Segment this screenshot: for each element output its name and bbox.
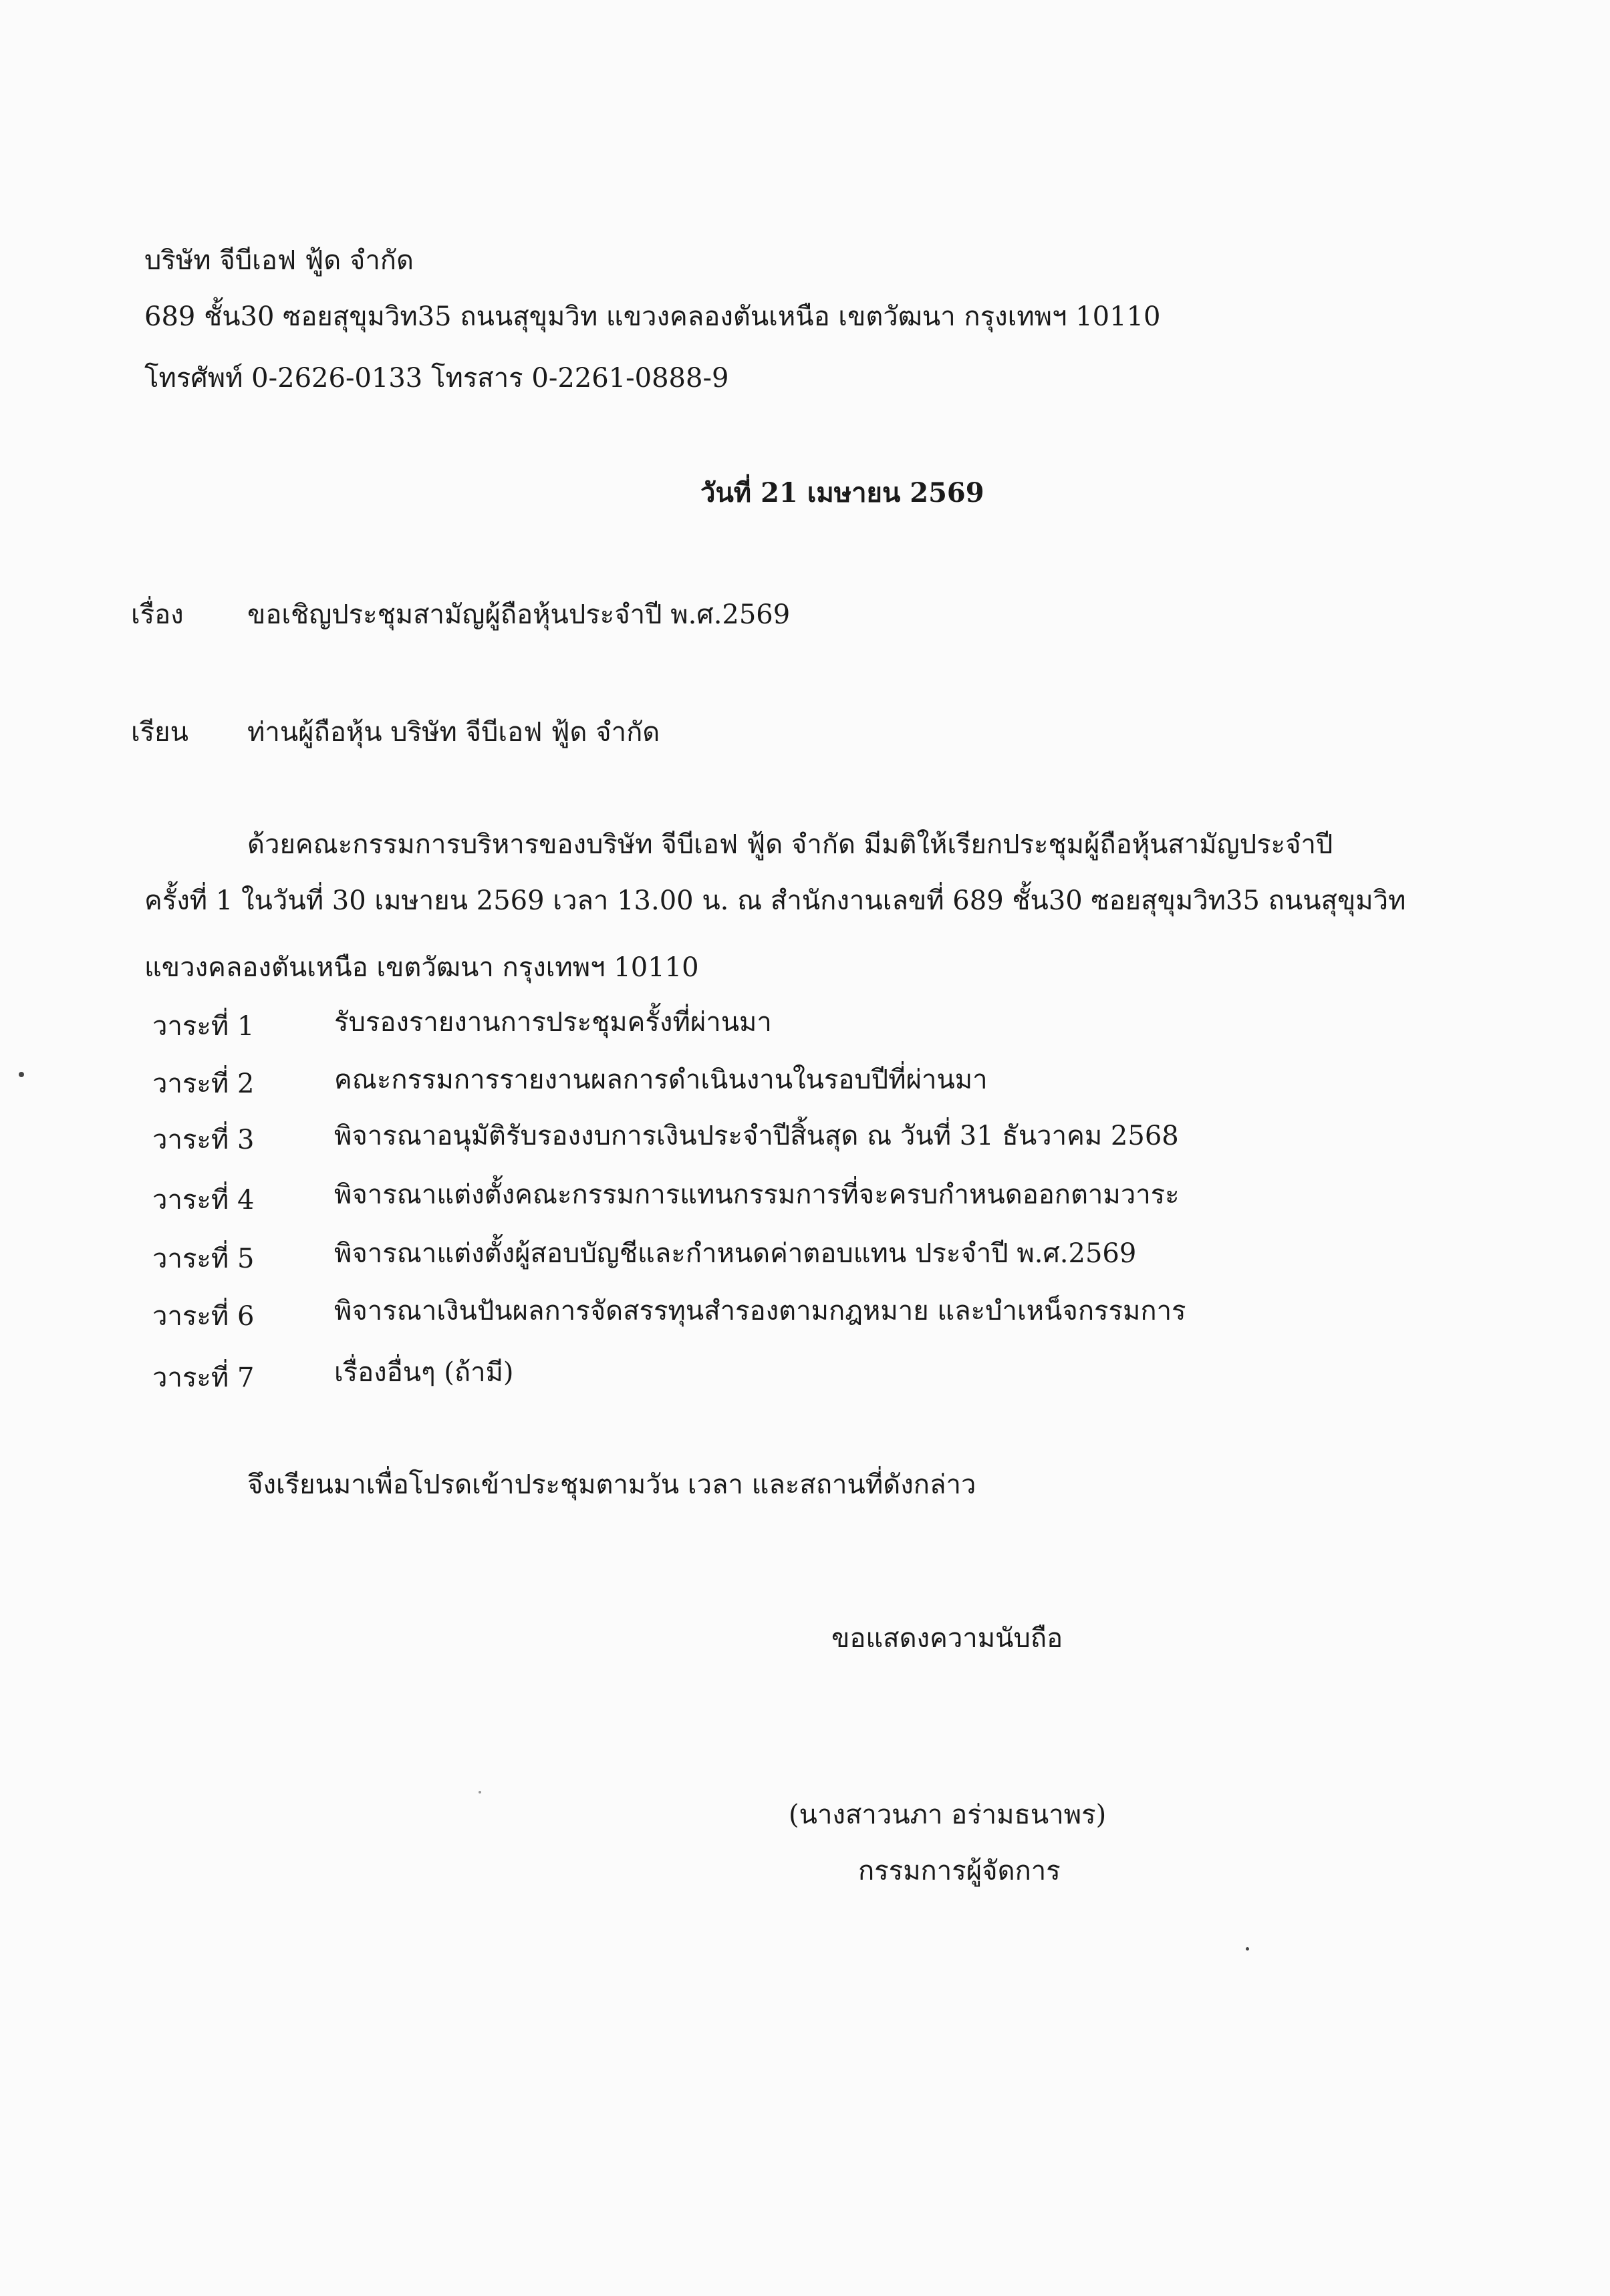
body-line-2: ครั้งที่ 1 ในวันที่ 30 เมษายน 2569 เวลา 13.00 น. ณ สำนักงานเลขที่ 689 ชั้น30 ซอยสุขุมวิท35 ถนนสุขุมวิท xyxy=(144,885,1406,916)
scan-speck xyxy=(19,1072,24,1077)
company-contact: โทรศัพท์ 0-2626-0133 โทรสาร 0-2261-0888-9 xyxy=(144,363,729,394)
body-line-1: ด้วยคณะกรรมการบริหารของบริษัท จีบีเอฟ ฟู้ด จำกัด มีมติให้เรียกประชุมผู้ถือหุ้นสามัญประจำปี xyxy=(247,829,1333,860)
agenda-item-label: วาระที่ 3 xyxy=(152,1125,255,1155)
agenda-item-label: วาระที่ 7 xyxy=(152,1362,255,1393)
agenda-item-label: วาระที่ 1 xyxy=(152,1011,255,1042)
agenda-item-label: วาระที่ 2 xyxy=(152,1068,255,1099)
recipient-label: เรียน xyxy=(131,717,188,748)
agenda-item-text: พิจารณาเงินปันผลการจัดสรรทุนสำรองตามกฎหมาย และบำเหน็จกรรมการ xyxy=(334,1296,1186,1326)
agenda-item-label: วาระที่ 4 xyxy=(152,1185,255,1215)
agenda-item-text: คณะกรรมการรายงานผลการดำเนินงานในรอบปีที่ผ่านมา xyxy=(334,1064,988,1095)
agenda-item-label: วาระที่ 6 xyxy=(152,1301,255,1332)
company-name: บริษัท จีบีเอฟ ฟู้ด จำกัด xyxy=(144,245,414,276)
body-line-3: แขวงคลองตันเหนือ เขตวัฒนา กรุงเทพฯ 10110 xyxy=(144,952,699,983)
agenda-item-text: พิจารณาแต่งตั้งคณะกรรมการแทนกรรมการที่จะครบกำหนดออกตามวาระ xyxy=(334,1179,1180,1210)
agenda-item-text: พิจารณาอนุมัติรับรองงบการเงินประจำปีสิ้นสุด ณ วันที่ 31 ธันวาคม 2568 xyxy=(334,1121,1179,1151)
scan-speck xyxy=(479,1791,481,1793)
agenda-item-text: เรื่องอื่นๆ (ถ้ามี) xyxy=(334,1357,514,1388)
recipient-text: ท่านผู้ถือหุ้น บริษัท จีบีเอฟ ฟู้ด จำกัด xyxy=(247,717,660,748)
signatory-title: กรรมการผู้จัดการ xyxy=(858,1856,1061,1886)
company-address: 689 ชั้น30 ซอยสุขุมวิท35 ถนนสุขุมวิท แขวงคลองตันเหนือ เขตวัฒนา กรุงเทพฯ 10110 xyxy=(144,301,1161,332)
salutation: ขอแสดงความนับถือ xyxy=(831,1623,1063,1654)
agenda-item-label: วาระที่ 5 xyxy=(152,1244,255,1274)
subject-text: ขอเชิญประชุมสามัญผู้ถือหุ้นประจำปี พ.ศ.2569 xyxy=(247,599,791,630)
letter-date: วันที่ 21 เมษายน 2569 xyxy=(700,477,984,509)
closing-text: จึงเรียนมาเพื่อโปรดเข้าประชุมตามวัน เวลา และสถานที่ดังกล่าว xyxy=(247,1469,976,1500)
scan-speck xyxy=(1246,1947,1249,1951)
agenda-item-text: รับรองรายงานการประชุมครั้งที่ผ่านมา xyxy=(334,1007,772,1038)
signatory-name: (นางสาวนภา อร่ามธนาพร) xyxy=(789,1800,1107,1830)
agenda-item-text: พิจารณาแต่งตั้งผู้สอบบัญชีและกำหนดค่าตอบแทน ประจำปี พ.ศ.2569 xyxy=(334,1238,1137,1269)
subject-label: เรื่อง xyxy=(131,599,184,630)
